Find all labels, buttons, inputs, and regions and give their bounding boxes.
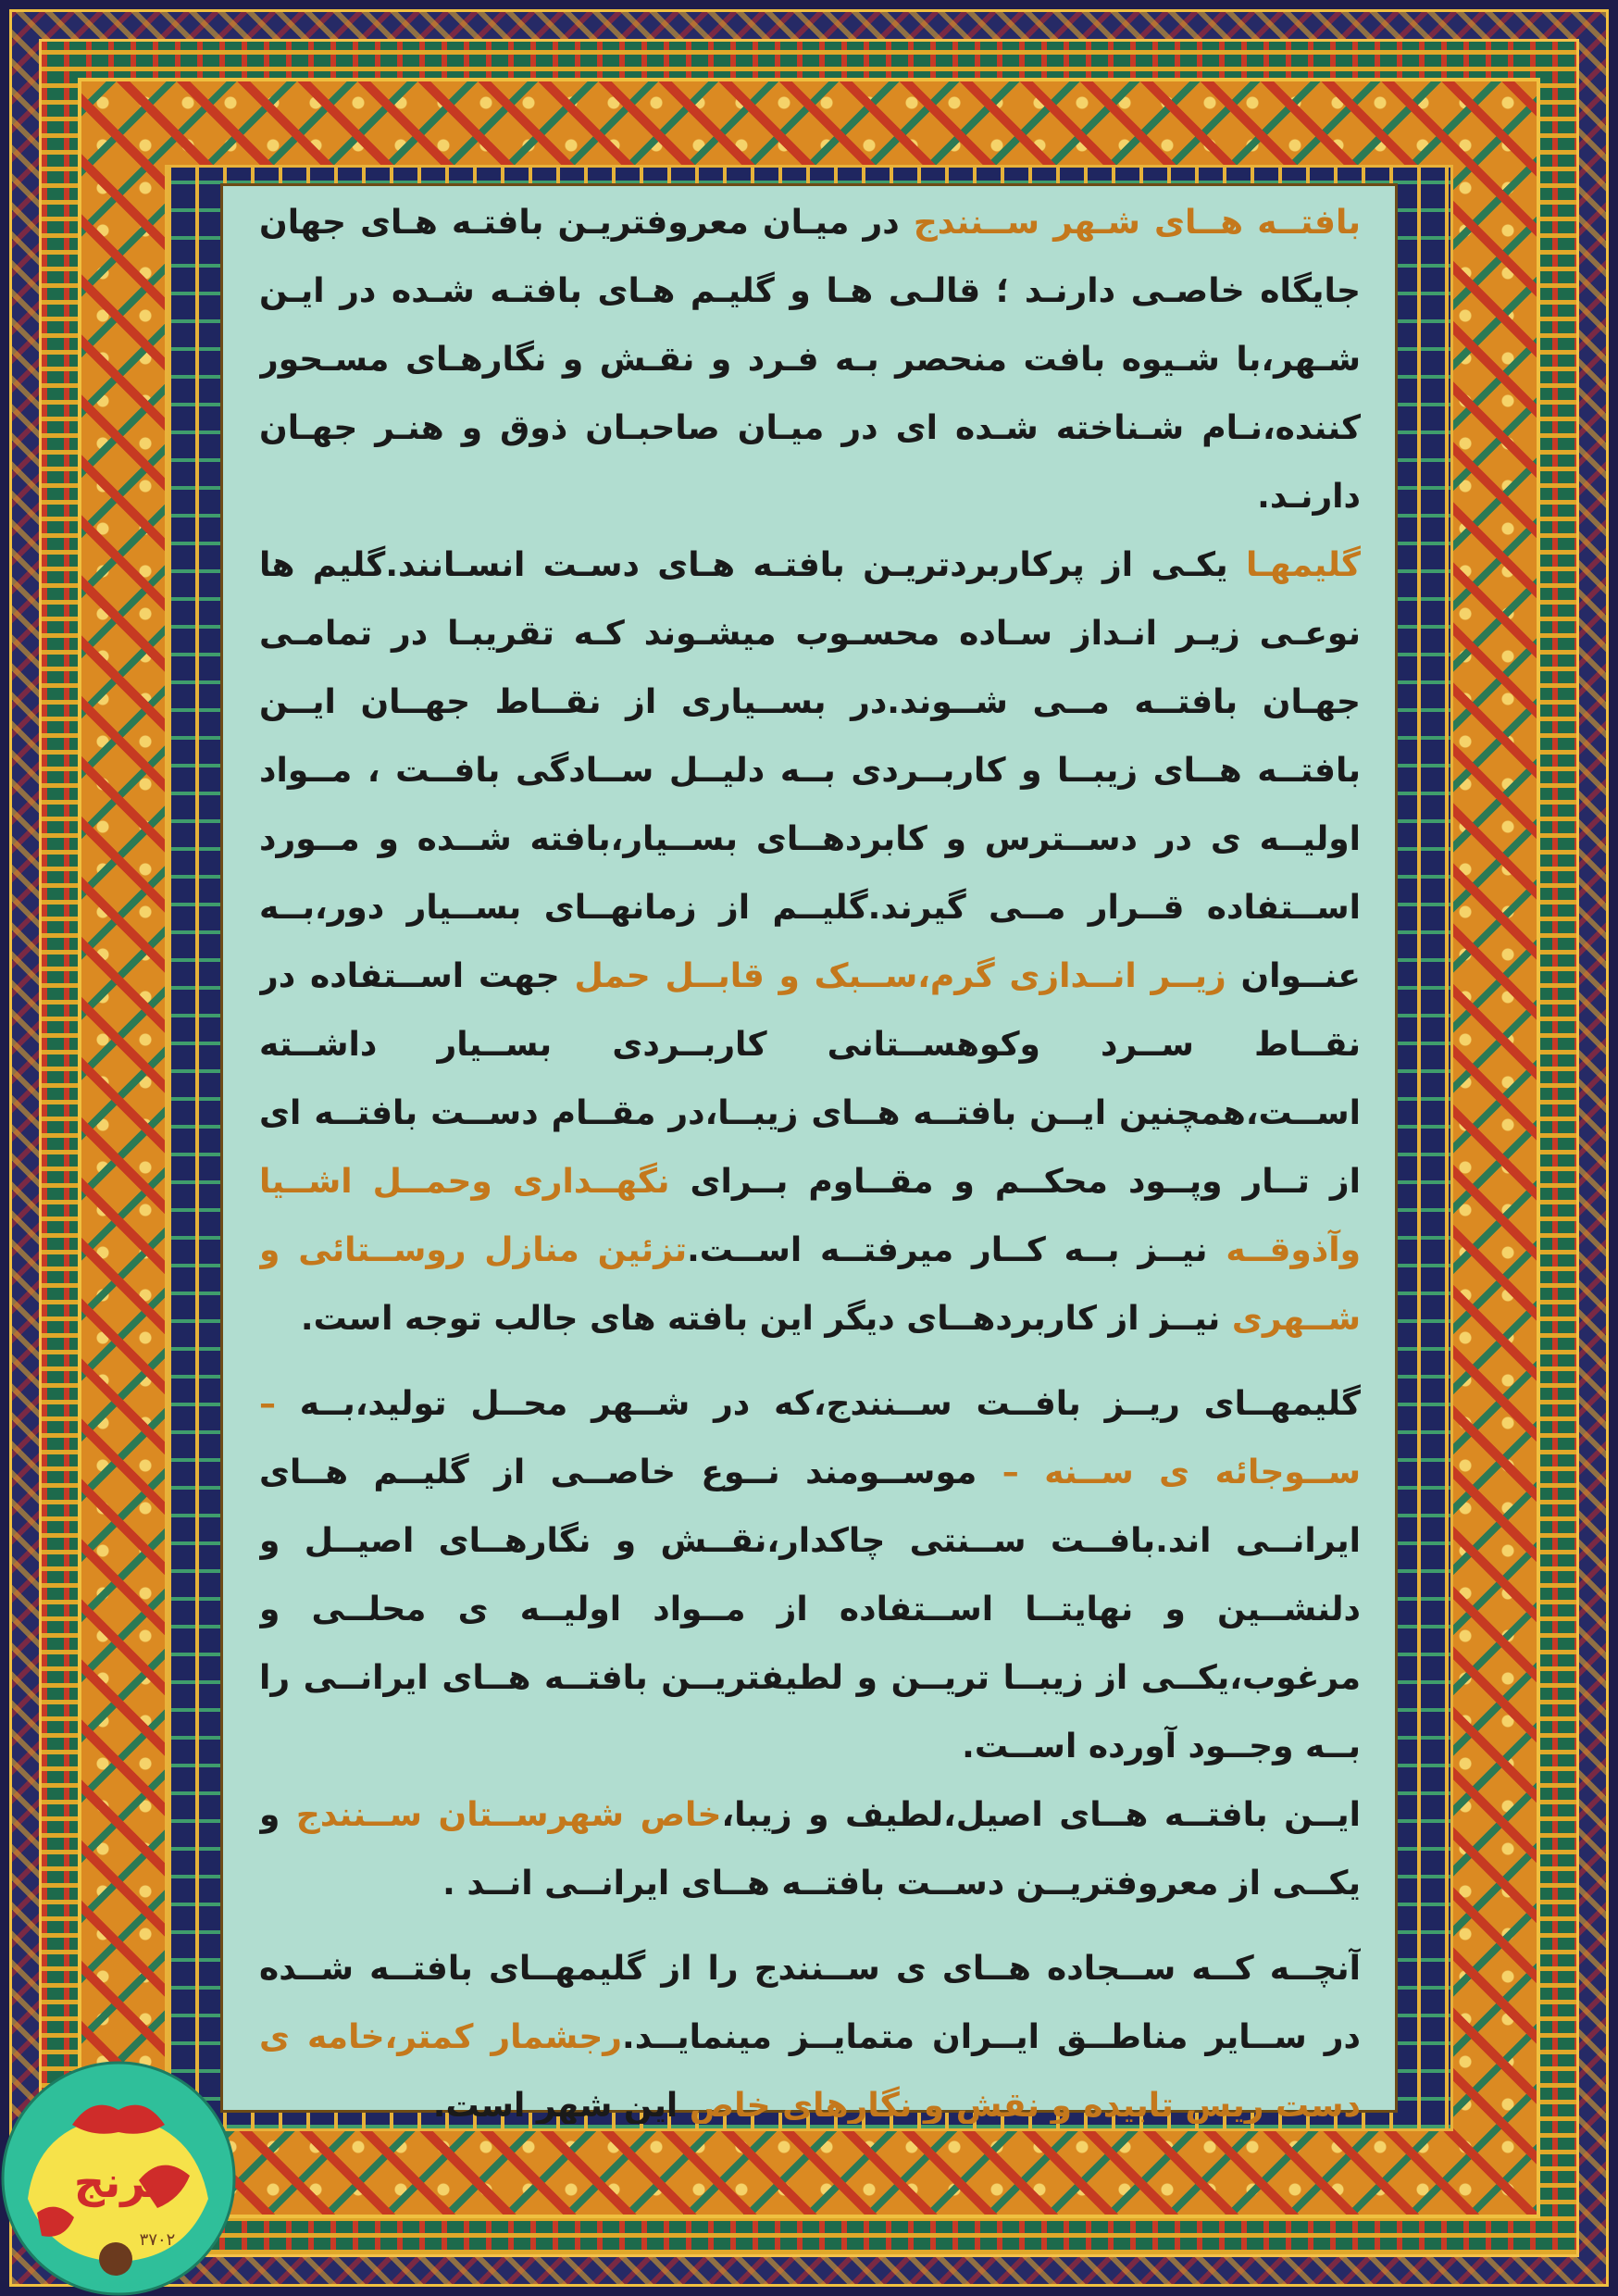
body-text: این شهر است.	[432, 2087, 690, 2124]
body-text: جهت اســتفاده در نقــاط ســرد وکوهســتانی کاربــردی بســیار داشــته اســت،همچنین ایــن بافتــه هــای زیبــا،در مقــام دســت بافتــه ای از تــار وپــود محکــم و مقــاوم بــرای	[259, 957, 1361, 1201]
body-text: ایــن بافتــه هــای اصیل،لطیف و زیبا،	[721, 1796, 1361, 1834]
paragraph-4	[259, 1781, 1361, 1918]
highlighted-phrase: گلیمهـا	[1245, 546, 1361, 584]
paragraph-1	[259, 189, 1361, 531]
highlighted-phrase: رجشمار کمتر،خامه ی دست ریس تابیده و نقش و نگارهای خاص	[259, 2018, 1361, 2124]
highlighted-phrase: زیــر انــدازی گرم،ســبک و قابــل حمل	[574, 957, 1226, 995]
paragraph-3	[259, 1370, 1361, 1781]
highlighted-phrase: تزئین منازل روســتائی و شــهری	[259, 1231, 1361, 1338]
highlighted-phrase: نگهــداری وحمــل اشــیا وآذوقــه	[259, 1163, 1361, 1269]
logo-number-text: ۳۷۰۲	[139, 2230, 176, 2250]
brand-logo	[0, 2060, 236, 2296]
body-text: نیــز بــه کــار میرفتــه اســت.	[687, 1231, 1226, 1269]
body-text: یکـی از پرکاربردتریـن بافتـه هـای دسـت انسـانند.گلیم ها نوعـی زیـر انـداز سـاده محسـوب میشـوند کـه تقریبـا در تمامـی جهـان بافتــه مــی شــوند.در بســیاری از نقــاط جهــان ایــن بافتــه هــای زیبــا و کاربــردی بــه دلیــل ســادگی بافــت ، مــواد اولیــه ی در دســترس و کابردهــای بســیار،بافته شــده و مــورد اســتفاده قــرار مــی گیرند.گلیــم از زمانهــای بســیار دور،بــه عنــوان	[259, 546, 1361, 995]
body-text: نیــز از کاربردهــای دیگر این بافته های جالب توجه است.	[300, 1300, 1232, 1338]
body-text: آنچــه کــه ســجاده هــای ی ســنندج را از گلیمهــای بافتــه شــده در ســایر مناطــق ایــران متمایــز مینمایــد.	[259, 1950, 1361, 2056]
highlighted-phrase: – ســوجائه ی ســنه –	[259, 1385, 1361, 1491]
paragraph-2	[259, 531, 1361, 1354]
article-body	[259, 189, 1361, 2124]
logo-brand-text: ترنج	[73, 2157, 164, 2207]
body-text: گلیمهــای ریــز بافــت ســنندج،که در شــهر محــل تولید،بــه	[276, 1385, 1361, 1423]
highlighted-phrase: خاص شهرســتان ســنندج	[295, 1796, 722, 1834]
paragraph-5	[259, 1935, 1361, 2124]
body-text: و یکــی از معروفتریــن دســت بافتــه هــای ایرانــی انــد .	[259, 1796, 1361, 1903]
body-text: موســومند نــوع خاصــی از گلیــم هــای ایرانــی اند.بافــت ســنتی چاکدار،نقــش و نگارهــای اصیــل و دلنشــین و نهایتــا اســتفاده از مــواد اولیــه ی محلــی و مرغوب،یکــی از زیبــا تریــن و لطیفتریــن بافتــه هــای ایرانــی را بــه وجــود آورده اســت.	[259, 1454, 1361, 1766]
body-text: در میـان معروفتریـن بافتـه هـای جهان جایگاه خاصـی دارنـد ؛ قالـی هـا و گلیـم هـای بافتـه شـده در ایـن شـهر،با شـیوه بافت منحصر بـه فـرد و نقـش و نگارهـای مسـحور کننده،نـام شـناخته شـده ای در میـان صاحبـان ذوق و هنـر جهـان دارنـد.	[259, 204, 1361, 516]
highlighted-phrase: بافتــه هــای شـهر ســنندج	[913, 204, 1361, 242]
